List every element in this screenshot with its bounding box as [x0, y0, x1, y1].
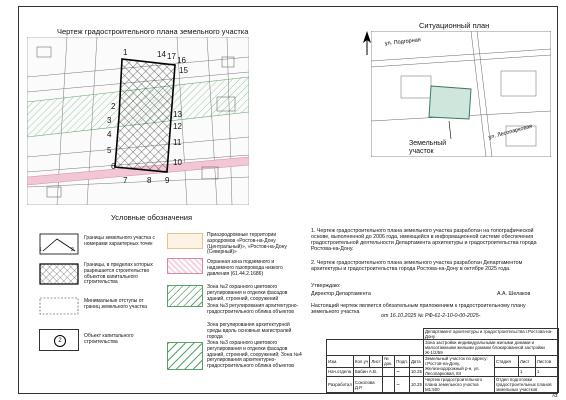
situation-title: Ситуационный план	[419, 21, 490, 30]
plan-drawing	[27, 37, 249, 205]
point-label: 12	[173, 122, 182, 131]
legend-swatch-building	[39, 329, 79, 351]
point-label: 6	[111, 162, 116, 171]
stamp-date: 10.25	[409, 377, 423, 393]
point-label: 9	[165, 176, 170, 185]
stamp-office: Отдел подготовки градостроительных планов земельных участков	[494, 377, 558, 393]
stamp-stage-val	[494, 367, 518, 376]
point-label: 15	[179, 66, 188, 75]
drawing-sheet	[18, 6, 558, 399]
attachment-note: Настоящий чертеж является обязательным приложением к градостроительному плану земельного участка	[311, 303, 526, 316]
legend-num-2: 2	[71, 247, 74, 253]
stamp-sheet: Лист	[519, 356, 536, 368]
legend-text: Зона №2 охранного цветового регулирования и отделки фасадов зданий, строений, сооружений	[207, 284, 288, 302]
stamp-col: Лист	[370, 356, 383, 368]
stamp-col: Подп.	[395, 356, 410, 368]
legend-text: Границы земельного участка с номерами характерных точек	[84, 235, 156, 247]
legend-swatch-buildable	[39, 263, 79, 285]
point-label: 2	[111, 102, 116, 111]
stamp-col: № док.	[383, 356, 395, 368]
legend-text: Минимальные отступы от границ земельного участка	[84, 298, 147, 310]
stamp-sheet-val: 1	[519, 367, 536, 376]
point-label: 3	[107, 116, 112, 125]
point-label: 5	[107, 146, 112, 155]
legend-swatch-zone3	[167, 342, 203, 370]
stamp-date: 10.25	[409, 367, 423, 376]
legend-text: Охранная зона подземного и надземного газопровода низкого давления (61.44.2.1686)	[207, 259, 283, 277]
director-name: А.А. Шелаков	[497, 291, 531, 297]
plot-label: Земельный участок	[409, 140, 447, 156]
note-1: 1. Чертеж градостроительного плана земельного участка разработан на топографической основе, выполненной до 2006 года, имеющейся в информационной системе обеспечения градостроительной деятельности Департамента архитектуры и градостроительства города Ростова-на-Дону.	[311, 228, 537, 253]
legend-swatch-aerodrome	[167, 233, 203, 249]
stamp-sheets: Листов	[535, 356, 558, 368]
stamp-person: Бабин А.В.	[353, 367, 382, 376]
legend-num: 2	[54, 335, 66, 347]
point-label: 8	[147, 176, 152, 185]
legend-swatch-gas-zone	[167, 258, 203, 274]
note-2: 2. Чертеж градостроительного плана земельного участка разработан Департаментом архитектуры и градостроительства города Ростова-на-Дону в октябре 2025 года.	[311, 260, 523, 273]
situation-map	[371, 31, 551, 157]
signature-mark: ~	[396, 369, 400, 375]
stamp-col: Дата	[409, 356, 423, 368]
point-label: 16	[177, 56, 186, 65]
stamp-person: Соколова Д.Р.	[353, 377, 382, 393]
stamp-role: Нач.отдела	[327, 367, 354, 376]
point-label: 10	[173, 158, 182, 167]
legend-swatch-setbacks	[39, 297, 79, 315]
point-label: 7	[123, 176, 128, 185]
drawing-title: Чертеж градостроительного плана земельного участка	[57, 27, 249, 36]
legend-text: Объект капитального строительства	[84, 333, 134, 345]
director-label: Директор Департамента	[311, 291, 371, 297]
legend-num-1: 1	[39, 247, 42, 253]
street-right-label: ул. Лесопарковая	[487, 123, 533, 141]
point-label: 17	[167, 52, 176, 61]
street-top-label: ул. Подгорная	[384, 37, 422, 47]
point-label: 14	[157, 50, 166, 59]
legend-text: Границы, в пределах которых разрешается строительство объектов капитального строительства	[84, 262, 153, 286]
legend-text: Зона №3 охранного цветового регулирования и отделки фасадов зданий, строений, сооружений; Зона №4 регулирования архитектурно-градостроительного облика объектов	[207, 340, 302, 369]
approved-label: Утверждаю:	[311, 283, 341, 289]
stamp-address: Земельный участок по адресу: г.Ростов-на-Дону, Железнодорожный р-н, ул. Лесопарковая, 84	[423, 356, 494, 377]
legend-text: Зона регулирования архитектурной среды вдоль основных магистралей города	[207, 322, 292, 340]
stamp-zone: Зона застройки индивидуальными жилыми домами и малоэтажными жилыми домами блокированной застройки Ж-1/2/59	[423, 340, 558, 356]
point-label: 13	[173, 110, 182, 119]
point-label: 1	[123, 48, 128, 57]
stamp-col: Изм.	[327, 356, 354, 368]
legend-swatch-zone2	[167, 285, 203, 307]
stamp-drawing-name: Чертеж градостроительного плана земельного участка М1:500	[423, 377, 494, 393]
legend-text: Зона №3 регулирования архитектурно-градостроительного облика объектов	[207, 303, 299, 315]
legend-heading: Условные обозначения	[111, 213, 193, 222]
stamp-format: А3	[552, 393, 558, 399]
north-arrow-icon	[361, 29, 373, 57]
stamp-col: Кол.уч	[353, 356, 369, 368]
signature-mark: ~	[396, 382, 400, 388]
stamp-stage: Стадия	[494, 356, 518, 368]
title-block	[326, 328, 559, 399]
plan-number: от 16.10.2025 № РФ-61-2-10-0-00-2025-	[381, 313, 481, 319]
stamp-sheets-val: 1	[535, 367, 558, 376]
point-label: 11	[173, 138, 182, 147]
stamp-role: Разработал	[327, 377, 354, 393]
stamp-dept: Департамент архитектуры и градостроительства г.Ростова-на-Дону	[423, 329, 558, 340]
point-label: 4	[107, 130, 112, 139]
legend-text: Приаэродромные территории аэродромов «Ростов-на-Дону (Центральный)», «Ростов-на-Дону (Северный)»	[207, 232, 287, 256]
